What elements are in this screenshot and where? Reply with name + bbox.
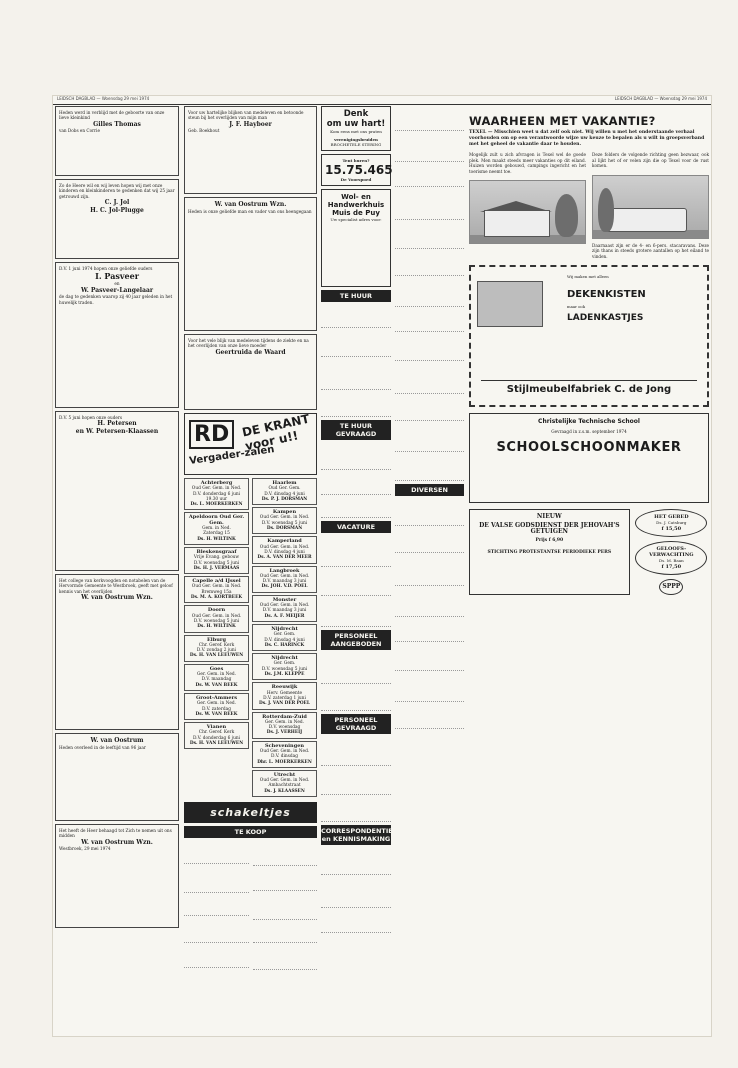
church-service-listing (184, 664, 249, 691)
announcement-text: Heden overleed in de leeftijd van 96 jaar (59, 744, 146, 750)
church-pred: Ds. DORSMAN (266, 526, 303, 532)
announcement-text: Voor uw hartelijke blijken van medeleven en betoonde steun bij het overlijden van mijn man (188, 110, 304, 121)
announcement-text: Het college van kerkvoogden en notabelen van de Hervormde Gemeente te Westbroek, geeft met geloof kennis van het overlijden (59, 578, 173, 594)
classified-placeholder (395, 454, 464, 481)
classified-placeholder (395, 588, 464, 617)
church-name: Achterberg (200, 480, 233, 486)
church-sub: Gem. in Ned. (202, 526, 231, 532)
classified-placeholder (395, 423, 464, 452)
article-lead: TEXEL — Misschien weet u dat zelf ook niet. Wij willen u met het onderstaande verhaal voorhouden om op een verantwoorde wijze uw keuze te bepalen als u wilt in groepsverband met het geheel de vakantie daar te houden. (469, 130, 705, 147)
classified-placeholder (253, 841, 318, 866)
church-pred: Ds. H. WILTINK (197, 624, 236, 630)
church-pred: Ds. J. VERHEIJ (266, 730, 303, 736)
article-body (469, 152, 709, 259)
church-sub: Oud Ger. Gem. in Ned. (259, 603, 310, 609)
church-sub: Oud Ger. Gem. (268, 486, 301, 492)
church-sub: Oud Ger. Gem. in Ned. (259, 748, 310, 754)
announcement-name: Gilles Thomas (93, 120, 141, 128)
death-announcement (55, 824, 179, 928)
church-sub: Ger. Gem. in Ned. (265, 719, 304, 725)
holiday-house-photo (469, 180, 586, 244)
church-pred: Ds. J.M. KLEPPE (264, 672, 305, 678)
vacancy-title: SCHOOLSCHOONMAKER (496, 440, 682, 455)
classified-placeholder (321, 768, 391, 795)
classified-placeholder (321, 598, 391, 627)
church-time: Ambachtstraat (268, 783, 301, 789)
article-paragraph: Daarnaast zijn er de 4- en 6-pers. stacaravans. Deze zijn thans in steeds grotere aantallen op het eiland te vinden. (592, 242, 709, 259)
header-right: LEIDSCH DAGBLAD — Woensdag 29 mei 1974 (614, 96, 707, 101)
church-pred: Ds. J. KLAASSEN (264, 788, 305, 794)
church-time: D.V. dinsdag 4 juni (264, 549, 305, 555)
ad-firm: Stijlmeubelfabriek C. de Jong (481, 380, 697, 395)
classified-placeholder (321, 686, 391, 711)
te-koop-listings (184, 841, 317, 972)
church-time: D.V. dinsdag 4 juni (264, 637, 305, 643)
book-ad-geloofsverwachting: GELOOFS-VERWACHTING Ds. M. Baan f 17,50 (635, 541, 707, 575)
church-services-list (252, 478, 317, 799)
church-name: Reeuwijk (271, 684, 298, 691)
classified-placeholder (321, 330, 391, 357)
classified-placeholder (321, 443, 391, 470)
church-pred: Ds. A. F. MEIJER (264, 613, 305, 619)
section-personeel-aangeboden: PERSONEEL AANGEBODEN (321, 630, 391, 650)
church-time: D.V. zaterdag 1 juni (263, 695, 306, 701)
classified-placeholder (321, 877, 391, 908)
ad-text: Uw specialist adres voor: (330, 217, 382, 222)
church-name: Doorn (207, 607, 226, 614)
classified-placeholder (395, 106, 464, 131)
announcement-text: Zo de Heere wil en wij leven hopen wij met onze kinderen en kleinkinderen te gedenken dat wij 25 jaar getrouwd zijn. (59, 183, 175, 199)
announcement-name: W. van Oostrum Wzn. (81, 594, 153, 602)
classified-placeholder (395, 363, 464, 394)
book-ads (469, 509, 709, 595)
church-name: Capelle a/d IJssel (192, 578, 241, 585)
church-sub: Ger. Gem. (273, 632, 296, 638)
page-header (53, 96, 711, 105)
classified-placeholder (253, 922, 318, 943)
classified-placeholder (321, 305, 391, 328)
church-pred: Ds. M. A. KORTBEEK (190, 595, 243, 601)
classified-placeholder (184, 866, 249, 893)
book-price: Prijs f 6,90 (535, 538, 564, 543)
church-service-listing (184, 635, 249, 662)
church-pred: Ds. H. WILTINK (197, 536, 236, 542)
church-service-listing (184, 478, 249, 510)
church-service-listing (252, 653, 317, 680)
announcement-text: Het heeft de Heer behaagd tot Zich te nemen uit ons midden (59, 828, 172, 839)
rd-logo: RD (189, 420, 234, 449)
ad-firm: BROCHETELE STERING (330, 142, 382, 147)
announcement-intro: D.V. 5 juni hopen onze ouders (59, 415, 123, 420)
church-time: D.V. donderdag 6 juni (193, 735, 240, 741)
anniversary-announcement (55, 179, 179, 259)
church-service-listing (252, 682, 317, 709)
church-name: Kampen (272, 509, 297, 516)
classified-placeholder (395, 499, 464, 526)
announcement-name: H. C. Jol-Plugge (90, 206, 144, 214)
announcement-text: de dag te gedenken waarop zij 40 jaar geleden in het huwelijk traden. (59, 294, 173, 305)
church-service-listing (252, 478, 317, 505)
column-vacation-article (469, 106, 709, 595)
classified-placeholder (321, 737, 391, 766)
rd-slogan: DE KRANT voor u!! (240, 411, 311, 454)
book-title: DE VALSE GODSDIENST DER JEHOVAH'S GETUIGEN (479, 522, 620, 535)
ad-subtitle: verenigingsbruiden (334, 137, 378, 142)
church-name: Groot-Ammers (195, 694, 238, 701)
classified-placeholder (395, 528, 464, 553)
church-service-listing (252, 595, 317, 622)
church-time: D.V. maandag 3 juni (262, 579, 307, 585)
church-sub: Oud Ger. Gem. in Ned. (191, 613, 242, 619)
birth-announcement (55, 106, 179, 176)
church-time: D.V. woensdag 5 juni (261, 666, 308, 672)
classified-placeholder (395, 164, 464, 187)
classified-placeholder (184, 841, 249, 864)
church-pred: Ds. J. VAN DER POEL (259, 701, 310, 707)
book-ad-jehovah (469, 509, 630, 595)
ad-intro: Wij maken met alleen (567, 274, 609, 279)
church-sub: Oud Ger. Gem. in Ned. (191, 486, 242, 492)
church-pred: Ds. W. VAN BEEK (195, 711, 238, 717)
death-announcement (55, 733, 179, 821)
announcement-place: Westbroek, 29 mei 1974 (59, 846, 111, 852)
classified-placeholder (395, 673, 464, 702)
classified-placeholder (395, 278, 464, 307)
church-sub: Oud Ger. Gem. in Ned. (259, 544, 310, 550)
church-service-listing (252, 507, 317, 534)
church-service-listing (252, 566, 317, 593)
rd-meetings-label: Vergader-zalen (188, 444, 276, 467)
church-time: D.V. zaterdag (202, 706, 231, 712)
ad-phone: 15.75.465 (325, 163, 393, 177)
church-name: Nijdrecht (271, 625, 298, 632)
chest-illustration (477, 281, 543, 327)
classified-placeholder (321, 392, 391, 417)
announcement-text: Voor het vele blijk van medeleven tijdens de ziekte en na het overlijden van onze lieve moeder (188, 338, 309, 349)
church-name: Bleskensgraaf (196, 548, 237, 555)
announcement-name: W. van Oostrum Wzn. (214, 201, 287, 208)
section-correspondentie: CORRESPONDENTIE en KENNISMAKING (321, 827, 393, 843)
church-pred: Ds. W. VAN BEEK (195, 682, 238, 688)
church-sub: Ger. Gem. in Ned. (197, 701, 236, 707)
church-time: Zaterdag 15 (203, 531, 230, 537)
church-time: D.V. woensdag 5 juni (193, 560, 240, 566)
classified-placeholder (321, 472, 391, 495)
church-service-listing (184, 547, 249, 574)
classified-placeholder (321, 497, 391, 518)
ad-label: NIEUW (536, 513, 562, 520)
announcement-name: Geertruida de Waard (215, 348, 286, 356)
church-service-listing (252, 712, 317, 739)
announcement-name: en W. Petersen-Klaassen (75, 427, 159, 435)
announcement-text: Heden is onze geliefde man en vader van ons heengegaan (188, 208, 312, 214)
classified-placeholder (395, 704, 464, 729)
announcement-sub: van Dobs en Corrie (59, 128, 100, 134)
classified-placeholder (321, 569, 391, 596)
church-pred: Ds. H. VAN LEEUWEN (189, 740, 244, 746)
church-time: D.V. zondag 2 juni (196, 648, 237, 654)
church-sub: Chr. Geref. Kerk (198, 642, 235, 648)
church-services-list (184, 478, 249, 799)
article-paragraph: Deze folders de volgende richting geen bezwaar, ook al lijkt het of er velen zijn die op Texel voor de rust komen. (592, 152, 709, 168)
school-name: Christelijke Technische School (538, 418, 640, 425)
classified-placeholder (395, 222, 464, 249)
classified-placeholder (395, 644, 464, 671)
announcement-name: H. Petersen (97, 420, 137, 428)
church-pred: Dhr. L. MOERKERKEN (257, 759, 312, 765)
church-service-listing (252, 741, 317, 768)
publisher-name: STICHTING PROTESTANTSE PERIODIEKE PERS (487, 550, 612, 555)
church-service-listing (252, 770, 317, 797)
church-sub: Oud Ger. Gem. in Ned. (259, 573, 310, 579)
classified-placeholder (253, 893, 318, 920)
column-family-announcements (55, 106, 179, 931)
classified-listings (395, 106, 464, 729)
church-pred: Ds. L. MOERKERKEN (190, 502, 243, 508)
church-time: D.V. dinsdag (271, 754, 298, 760)
church-time: D.V. woensdag (268, 725, 301, 731)
church-sub: Ger. Gem. in Ned. (197, 672, 236, 678)
classified-placeholder (395, 251, 464, 276)
death-announcement (184, 197, 317, 331)
church-name: Vianen (206, 724, 227, 731)
classified-placeholder (184, 945, 249, 968)
church-sub: Oud Ger. Gem. in Ned. (259, 778, 310, 784)
classified-placeholder (395, 189, 464, 220)
church-name: Apeldoorn Oud Ger. Gem. (188, 514, 245, 526)
ad-title: om uw hart! (326, 118, 386, 129)
church-sub: Ger. Gem. (273, 661, 296, 667)
schakeltjes-header: schakeltjes (184, 802, 317, 823)
ad-headline: DEKENKISTEN (567, 289, 646, 300)
section-vacature: VACATURE (321, 521, 391, 533)
heart-foundation-ad (321, 106, 391, 151)
sppp-logo: SPPP (659, 579, 683, 595)
classified-placeholder (321, 797, 391, 822)
church-pred: Ds. H. J. VERMAAS (193, 565, 240, 571)
church-pred: Ds. P. J. DORSMAN (261, 496, 308, 502)
church-time: D.V. donderdag 6 juni 19.30 uur (193, 491, 240, 502)
church-time: D.V. woensdag 5 juni (193, 618, 240, 624)
thanks-announcement (184, 334, 317, 410)
wool-shop-ad (321, 189, 391, 287)
church-time: D.V. maandag (201, 677, 232, 683)
announcement-name: I. Pasveer (95, 271, 139, 282)
anniversary-announcement (55, 411, 179, 571)
ad-title: Wol- en Handwerkhuis Muis de Puy (327, 193, 385, 217)
announcement-and: en (114, 281, 120, 287)
classified-placeholder (321, 359, 391, 390)
article-title: WAARHEEN MET VAKANTIE? (469, 114, 656, 128)
classified-placeholder (184, 918, 249, 943)
tent-rental-ad (321, 154, 391, 186)
classified-placeholder (395, 133, 464, 162)
section-te-huur: TE HUUR (321, 290, 391, 302)
ad-headline: LADENKASTJES (567, 313, 644, 323)
church-sub: Chr. Geref. Kerk (198, 730, 235, 736)
church-sub: Herv. Gemeente (266, 690, 303, 696)
classified-placeholder (321, 653, 391, 684)
newspaper-page (53, 96, 711, 1036)
announcement-text: Heden werd in verblijd met de geboorte van onze lieve kleinkind (59, 110, 165, 121)
article-paragraph: Mogelijk zult u zich afvragen is Texel wel de goede plek. Men maakt steeds meer vakanties op dit eiland. Huizen worden gebouwd, campings ingericht en het toerisme neemt toe. (469, 152, 586, 174)
school-text: Gevraagd in z.s.m. september 1974 (551, 429, 627, 434)
church-name: Haarlem (272, 480, 297, 486)
church-name: Elburg (207, 636, 226, 643)
ad-firm: De Voorspoed (340, 177, 372, 182)
rd-newspaper-ad (184, 413, 317, 475)
church-name: Kamperland (267, 538, 302, 545)
church-service-listing (184, 693, 249, 720)
classified-placeholder (253, 945, 318, 970)
announcement-name: J. F. Hayboer (229, 120, 272, 128)
thanks-announcement (184, 106, 317, 194)
section-te-koop: TE KOOP (184, 826, 317, 838)
classified-placeholder (395, 555, 464, 586)
church-time: D.V. dinsdag 4 juni (264, 491, 305, 497)
ad-connector: maar ook (567, 304, 586, 309)
anniversary-announcement (55, 262, 179, 408)
announcement-name: W. van Oostrum (90, 737, 144, 744)
church-name: Goes (209, 665, 224, 672)
church-pred: Ds. C. HARINCK (264, 642, 305, 648)
church-name: Monster (272, 596, 297, 603)
ad-title: Denk (343, 109, 369, 119)
book-ad-gebed: HET GEBED Ds. J. Catsburg f 15,50 (635, 509, 707, 537)
announcement-name: W. van Oostrum Wzn. (81, 838, 153, 846)
church-pred: Ds. H. VAN LEEUWEN (189, 653, 244, 659)
column-church-services (184, 106, 317, 972)
church-name: Scheveningen (264, 742, 305, 749)
classified-listings (321, 290, 391, 933)
classified-placeholder (321, 536, 391, 567)
church-time: D.V. woensdag 5 juni (261, 520, 308, 526)
church-sub: Vrije Evang. gebouw (193, 555, 240, 561)
church-name: Utrecht (273, 771, 296, 778)
header-left: LEIDSCH DAGBLAD — Woensdag 29 mei 1974 (57, 96, 150, 101)
announcement-name: W. Pasveer-Langelaar (80, 286, 154, 294)
church-service-listing (184, 576, 249, 603)
death-announcement (55, 574, 179, 730)
ad-title: Tent huren? (342, 158, 370, 163)
church-time: D.V. maandag 3 juni (262, 608, 307, 614)
furniture-factory-ad (469, 265, 709, 407)
classified-placeholder (321, 848, 391, 875)
book-ad-column (634, 509, 709, 595)
church-service-listing (184, 722, 249, 749)
church-name: Rotterdam-Zuid (262, 713, 307, 720)
church-sub: Oud Ger. Gem. in Ned. (259, 515, 310, 521)
classified-placeholder (321, 910, 391, 933)
church-service-listing (252, 536, 317, 563)
church-pred: Ds. A. VAN DER MEER (257, 555, 312, 561)
classified-placeholder (253, 868, 318, 891)
announcement-place: Geb. Boekhout (188, 128, 220, 134)
church-service-listing (252, 624, 317, 651)
section-personeel-gevraagd: PERSONEEL GEVRAAGD (321, 714, 391, 734)
section-diversen: DIVERSEN (395, 484, 464, 496)
section-te-huur-gevraagd: TE HUUR GEVRAAGD (321, 420, 391, 440)
classified-placeholder (395, 309, 464, 332)
church-time: Bremweg 15a (201, 589, 232, 595)
column-small-ads (321, 106, 391, 935)
church-pred: Ds. JOH. V.D. POEL (261, 584, 308, 590)
classified-placeholder (395, 619, 464, 642)
church-name: Nijdrecht (271, 655, 298, 662)
announcement-intro: D.V. 1 juni 1974 hopen onze geliefde ouders (59, 266, 153, 271)
announcement-name: C. J. Jol (104, 199, 130, 207)
church-service-listing (184, 512, 249, 544)
caravan-photo (592, 175, 709, 239)
church-service-listing (184, 605, 249, 632)
church-services-grid (184, 478, 317, 799)
ad-text: Kom eens met ons praten (330, 129, 382, 134)
classified-placeholder (395, 334, 464, 361)
classified-placeholder (184, 895, 249, 916)
technical-school-ad (469, 413, 709, 503)
column-small-ads-2 (395, 106, 464, 731)
classified-placeholder (395, 396, 464, 421)
church-sub: Oud Ger. Gem. in Ned. (191, 584, 242, 590)
church-name: Langbroek (269, 567, 300, 574)
